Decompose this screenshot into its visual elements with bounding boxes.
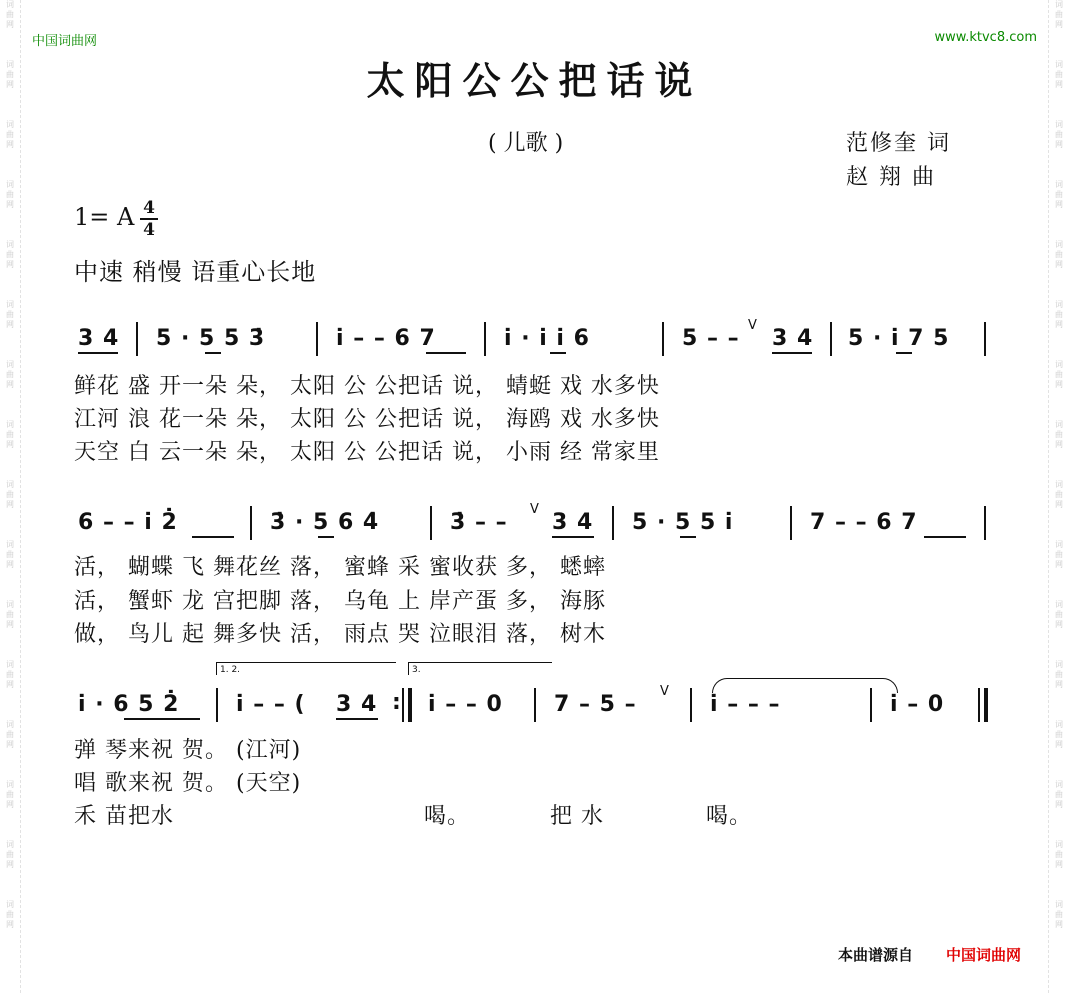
source-label: 本曲谱源自 — [838, 946, 914, 964]
repeat-dots: : — [392, 690, 402, 715]
bar-line — [250, 506, 252, 540]
note-group: 5 · 5 5 3̇ — [156, 326, 266, 351]
note-group: i̇ – – – — [710, 692, 781, 717]
bar-line — [534, 688, 536, 722]
composer-credit: 赵 翔 曲 — [846, 165, 936, 190]
eighth-underline — [896, 352, 912, 354]
right-watermark-strip: 词 曲 网 词 曲 网 词 曲 网 词 曲 网 词 曲 网 词 曲 网 词 曲 网 词 曲 网 词 曲 网 词 曲 网 词 曲 网 词 曲 网 词 曲 网 词 曲 网 词 曲 网 词 曲 网 — [1048, 0, 1069, 993]
bar-line — [870, 688, 872, 722]
lyric-verse-3-final: 喝。 — [706, 804, 753, 829]
final-bar-thick — [984, 688, 988, 722]
note-group: 3̇ – – — [450, 510, 508, 535]
lyric-verse-1: 鲜花 盛 开一朵 朵， 太阳 公 公把话 说， 蜻蜓 戏 水多快 — [74, 374, 660, 399]
note-group: 3 4 — [552, 510, 594, 535]
note-group: 5 · i̇ 7 5 — [848, 326, 950, 351]
lyricist-credit: 范修奎 词 — [846, 131, 951, 156]
tempo-marking: 中速 稍慢 语重心长地 — [74, 258, 317, 286]
bar-line — [662, 322, 664, 356]
note-group: 3 4 — [772, 326, 814, 351]
lyric-verse-1: 活， 蝴蝶 飞 舞花丝 落， 蜜蜂 采 蜜收获 多， 蟋蟀 — [74, 555, 606, 580]
lyric-verse-2: 活， 蟹虾 龙 宫把脚 落， 乌龟 上 岸产蛋 多， 海豚 — [74, 589, 606, 614]
eighth-underline — [318, 536, 334, 538]
note-group: 5 – – — [682, 326, 740, 351]
eighth-underline — [680, 536, 696, 538]
bar-line — [984, 506, 986, 540]
volta-3: 3. — [408, 662, 552, 675]
eighth-underline — [192, 536, 234, 538]
final-bar-thin — [978, 688, 980, 722]
lyric-verse-2: 江河 浪 花一朵 朵， 太阳 公 公把话 说， 海鸥 戏 水多快 — [74, 407, 660, 432]
lyric-verse-3: 禾 苗把水 — [74, 804, 174, 829]
eighth-underline — [426, 352, 466, 354]
time-sig-top: 4 — [143, 198, 155, 218]
note-group: 5 · 5 5 i̇ — [632, 510, 734, 535]
time-signature — [140, 199, 158, 239]
lyric-verse-2: 唱 歌来祝 贺。 (天空) — [74, 771, 302, 796]
repeat-bar-thick — [408, 688, 412, 722]
time-sig-bottom: 4 — [143, 220, 155, 240]
eighth-underline — [78, 352, 118, 354]
eighth-underline — [205, 352, 221, 354]
song-title: 太阳公公把话说 — [366, 58, 703, 103]
bar-line — [430, 506, 432, 540]
bar-line — [484, 322, 486, 356]
bar-line — [316, 322, 318, 356]
eighth-underline — [552, 536, 594, 538]
lyric-verse-3-coda: 把 水 — [550, 804, 604, 829]
site-name-left[interactable]: 中国词曲网 — [32, 34, 98, 49]
note-group: 3̇ · 5 6 4̇ — [270, 510, 380, 535]
lyric-verse-1: 弹 琴来祝 贺。 (江河) — [74, 738, 302, 763]
note-group: 7 – – 6 7 — [810, 510, 918, 535]
note-group: i̇ – – 0 — [428, 692, 503, 717]
note-group: 6 – – i̇ 2̇ — [78, 510, 178, 535]
bar-line — [612, 506, 614, 540]
eighth-underline — [550, 352, 566, 354]
repeat-bar-thin — [402, 688, 404, 722]
left-watermark-strip: 词 曲 网 词 曲 网 词 曲 网 词 曲 网 词 曲 网 词 曲 网 词 曲 网 词 曲 网 词 曲 网 词 曲 网 词 曲 网 词 曲 网 词 曲 网 词 曲 网 词 曲 网 词 曲 网 — [0, 0, 21, 993]
bar-line — [790, 506, 792, 540]
lyric-verse-3-ending: 喝。 — [424, 804, 471, 829]
bar-line — [830, 322, 832, 356]
song-subtitle: ( 儿歌 ) — [488, 131, 564, 156]
bar-line — [690, 688, 692, 722]
note-group: i̇ – – ( — [236, 692, 306, 717]
source-site-link[interactable]: 中国词曲网 — [946, 946, 1022, 964]
note-group: i̇ · i̇ i̇ 6 — [504, 326, 590, 351]
eighth-underline — [336, 718, 378, 720]
bar-line — [984, 322, 986, 356]
note-group: i̇ – 0 — [890, 692, 945, 717]
note-group: i̇ · 6 5 2̇ — [78, 692, 180, 717]
breath-mark: V — [660, 684, 669, 699]
volta-1-2: 1. 2. — [216, 662, 396, 675]
key-signature: 1= A — [74, 203, 135, 231]
note-group: 3 4 — [78, 326, 120, 351]
bar-line — [216, 688, 218, 722]
lyric-verse-3: 做， 鸟儿 起 舞多快 活， 雨点 哭 泣眼泪 落， 树木 — [74, 622, 606, 647]
site-url-right[interactable]: www.ktvc8.com — [934, 30, 1037, 45]
breath-mark: V — [748, 318, 757, 333]
eighth-underline — [124, 718, 200, 720]
lyric-verse-3: 天空 白 云一朵 朵， 太阳 公 公把话 说， 小雨 经 常家里 — [74, 440, 660, 465]
eighth-underline — [772, 352, 812, 354]
eighth-underline — [924, 536, 966, 538]
note-group: 7 – 5 – — [554, 692, 637, 717]
breath-mark: V — [530, 502, 539, 517]
note-group: 3 4 — [336, 692, 378, 717]
bar-line — [136, 322, 138, 356]
note-group: i̇ – – 6 7 — [336, 326, 436, 351]
